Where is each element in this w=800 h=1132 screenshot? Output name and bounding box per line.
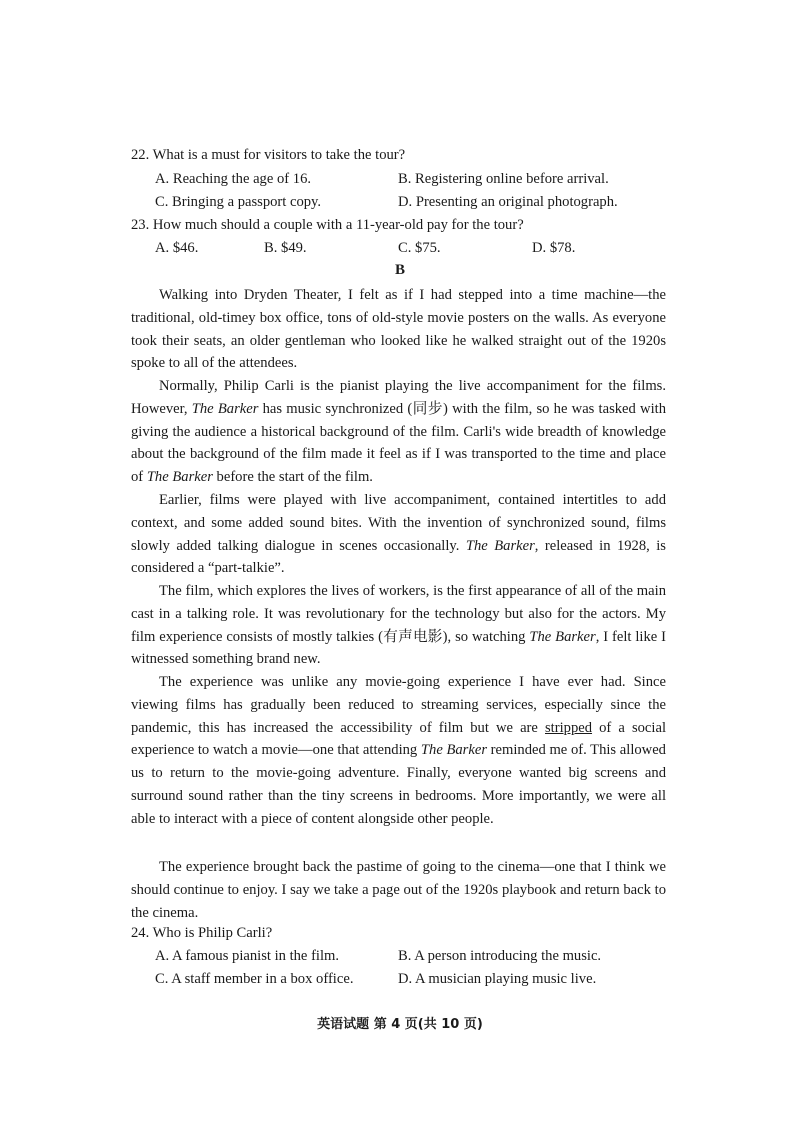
question-22-option-a: A. Reaching the age of 16. (155, 171, 312, 187)
page-footer: 英语试题 第 4 页(共 10 页) (317, 1017, 483, 1032)
section-b-heading: B (394, 262, 405, 278)
underlined-word: stripped (545, 719, 593, 736)
question-23-stem: 23. How much should a couple with a 11-year-old pay for the tour? (131, 217, 524, 233)
passage-paragraph-2: Normally, Philip Carli is the pianist playing the live accompaniment for the films. However, The Barker has music synchronized (同步) with the film, so he was tasked with giving the audience a historical background of the film. Carli's wide breadth of knowledge about the background of the film made it feel as if I was transported to the time and place of The Barker before the start of the film. (131, 378, 666, 486)
passage-paragraph-3: Earlier, films were played with live accompaniment, contained intertitles to add context, and some added sound bites. With the invention of synchronized sound, films slowly added talking dialogue in scenes occasionally. The Barker, released in 1928, is considered a “part-talkie”. (131, 492, 666, 577)
question-23-option-b: B. $49. (264, 240, 307, 256)
passage-paragraph-6: The experience brought back the pastime of going to the cinema—one that I think we should continue to enjoy. I say we take a page out of the 1920s playbook and return back to the cinema. (131, 859, 666, 921)
film-title: The Barker (465, 537, 535, 554)
question-23-option-c: C. $75. (398, 240, 441, 256)
question-24-option-c: C. A staff member in a box office. (155, 971, 354, 987)
passage-paragraph-4: The film, which explores the lives of workers, is the first appearance of all of the main cast in a talking role. It was revolutionary for the technology but also for the actors. My film experience consists of mostly talkies (有声电影), so watching The Barker, I felt like I witnessed something brand new. (131, 583, 667, 668)
passage-paragraph-1: Walking into Dryden Theater, I felt as if I had stepped into a time machine—the traditional, old-timey box office, tons of old-style movie posters on the walls. As everyone took their seats, an older gentleman who looked like he walked straight out of the 1920s spoke to all of the attendees. (131, 287, 666, 372)
question-24-option-b: B. A person introducing the music. (398, 948, 602, 964)
question-22-stem: 22. What is a must for visitors to take the tour? (131, 147, 406, 163)
film-title: The Barker (420, 742, 487, 759)
film-title: The Barker (146, 469, 213, 486)
question-22-option-d: D. Presenting an original photograph. (398, 194, 618, 210)
question-24-option-a: A. A famous pianist in the film. (155, 948, 340, 964)
question-23-option-d: D. $78. (532, 240, 576, 256)
question-22-option-b: B. Registering online before arrival. (398, 171, 609, 187)
question-22-option-c: C. Bringing a passport copy. (155, 194, 322, 210)
question-24-stem: 24. Who is Philip Carli? (131, 925, 273, 941)
question-24-option-d: D. A musician playing music live. (398, 971, 597, 987)
film-title: The Barker (529, 628, 596, 645)
film-title: The Barker (191, 400, 259, 417)
question-23-option-a: A. $46. (155, 240, 199, 256)
passage-paragraph-5: The experience was unlike any movie-going experience I have ever had. Since viewing films has gradually been reduced to streaming services, especially since the pandemic, this has increased the accessibility of film but we are stripped of a social experience to watch a movie—one that attending The Barker reminded me of. This allowed us to return to the movie-going adventure. Finally, everyone wanted big screens and surround sound rather than the tiny screens in bedrooms. More importantly, we were all able to interact with a piece of content alongside other people. (131, 674, 666, 827)
